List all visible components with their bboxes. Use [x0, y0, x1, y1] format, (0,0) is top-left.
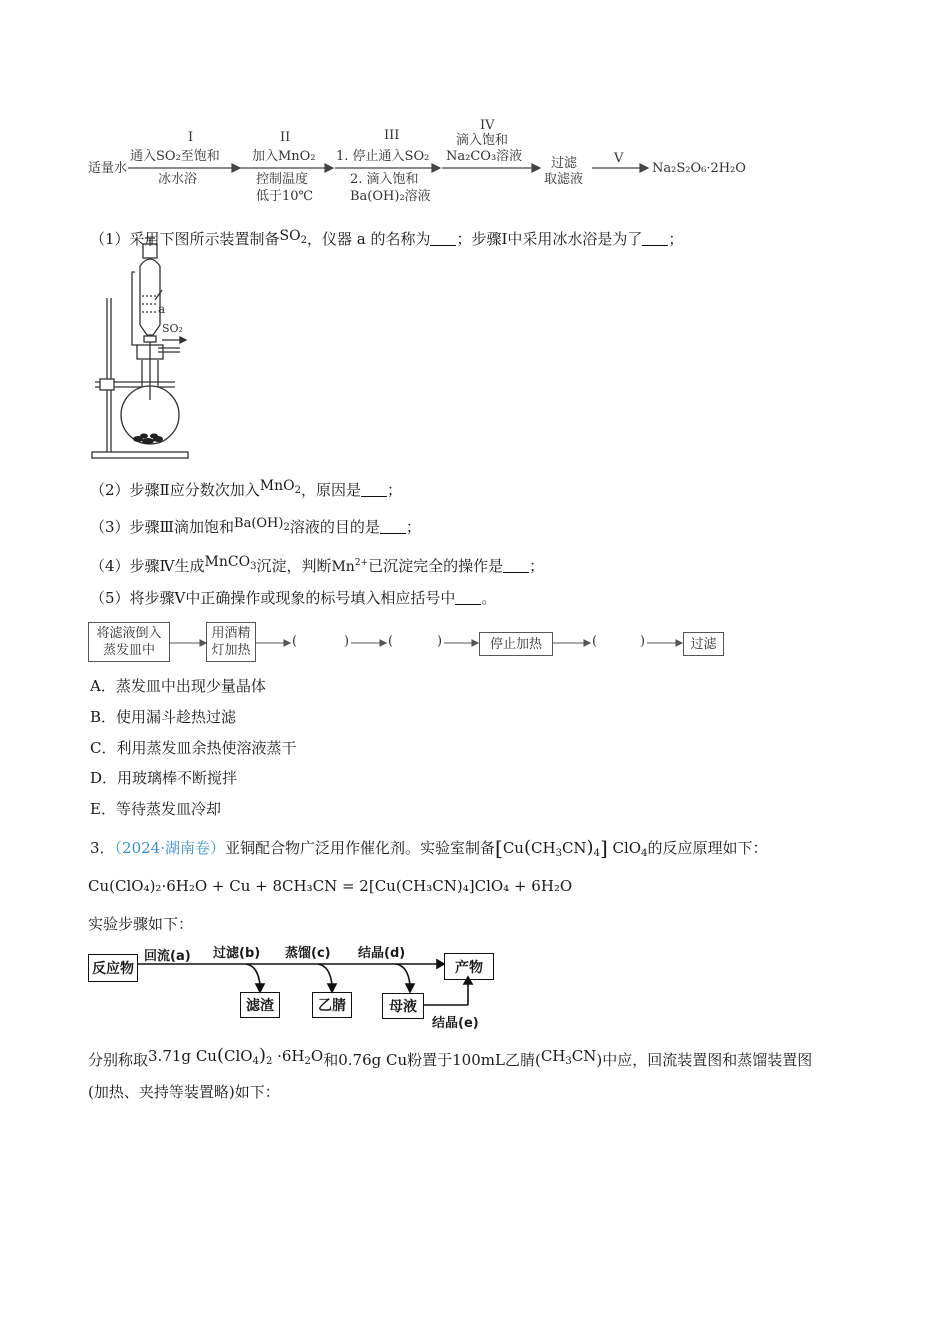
question-4: （4）步骤Ⅳ生成MnCO$_3$沉淀，判断$Mn^{2+}$已沉淀完全的操作是 ； — [90, 554, 545, 575]
question-1: （1）采用下图所示装置制备$SO_2$，仪器 a 的名称为 ；步骤Ⅰ中采用冰水浴是为了 ； — [90, 228, 684, 248]
option-c: C．利用蒸发皿余热使溶液蒸干 — [90, 739, 297, 757]
flow2-box-pour: 将滤液倒入 蒸发皿中 — [88, 622, 170, 662]
flow1-step2-below1: 控制温度 — [256, 172, 309, 187]
flow3-box-reactant: 反应物 — [88, 954, 138, 982]
flow2-paren-close: ) — [344, 634, 350, 649]
formula-so2: $SO_2$ — [279, 228, 307, 246]
flow1-step2-roman: II — [280, 130, 291, 145]
flow3-box-product: 产物 — [444, 953, 494, 980]
flow3-box-acetonitrile: 乙腈 — [312, 992, 352, 1018]
option-b: B．使用漏斗趁热过滤 — [90, 708, 237, 726]
flow3-box-mother-liquor: 母液 — [382, 993, 424, 1019]
flow1-mid-line2: 取滤液 — [544, 172, 584, 187]
final-paragraph-line1: 分别称取3.71g $Cu(ClO_4)_2 \cdot 6H_2O$和0.76g Cu粉置于100mL乙腈$(CH_3CN)$中应，回流装置图和蒸馏装置图 — [88, 1045, 813, 1069]
final-paragraph-line2: (加热、夹持等装置略)如下： — [88, 1083, 280, 1101]
source-tag[interactable]: （2024·湖南卷） — [114, 839, 225, 857]
flow3-label-distill: 蒸馏(c) — [285, 946, 331, 961]
flow2-box-heat: 用酒精 灯加热 — [206, 622, 256, 662]
flow1-step2-below2: 低于10℃ — [256, 189, 314, 204]
flow2-paren-open: ( — [592, 634, 598, 649]
flow2-paren-close: ) — [437, 634, 443, 649]
apparatus-label-so2: SO₂ — [162, 322, 183, 335]
formula-cu-clo4: $Cu(ClO_4)_2 \cdot 6H_2O$ — [195, 1045, 324, 1067]
flow3-box-residue: 滤渣 — [240, 992, 280, 1018]
flow3-label-reflux: 回流(a) — [144, 949, 191, 964]
question-3: （3）步骤Ⅲ滴加饱和$Ba(OH)_2$溶液的目的是 ； — [90, 516, 421, 536]
mass-2: 0.76g Cu — [338, 1051, 408, 1069]
flow1-step4-above1: 滴入饱和 — [456, 133, 509, 148]
flow2-paren-open: ( — [292, 634, 298, 649]
formula-ch3cn: $CH_3CN$ — [540, 1047, 597, 1067]
flow2-paren-open: ( — [388, 634, 394, 649]
volume: 100mL — [452, 1051, 505, 1069]
flow3-label-filter: 过滤(b) — [213, 946, 261, 961]
flow3-label-crystallize: 结晶(d) — [358, 946, 406, 961]
flow2-box-stop: 停止加热 — [479, 632, 553, 656]
formula-baoh2: $Ba(OH)_2$ — [234, 516, 290, 533]
option-a: A．蒸发皿中出现少量晶体 — [90, 677, 266, 695]
flow1-mid-line1: 过滤 — [551, 156, 578, 171]
option-e: E．等待蒸发皿冷却 — [90, 800, 221, 818]
reaction-equation: Cu(ClO₄)₂·6H₂O + Cu + 8CH₃CN = 2[Cu(CH₃CN)₄]ClO₄ + 6H₂O — [88, 877, 573, 895]
apparatus-label-a: a — [158, 302, 166, 316]
flow2-paren-close: ) — [640, 634, 646, 649]
flow1-step3-below2: Ba(OH)₂溶液 — [350, 189, 431, 204]
formula-mno2: MnO$_2$ — [259, 478, 301, 496]
flow1-end: Na₂S₂O₆·2H₂O — [652, 161, 746, 176]
flow1-step1-below: 冰水浴 — [158, 172, 198, 187]
flow1-step3-below1: 2. 滴入饱和 — [350, 172, 419, 187]
flow1-step3-roman: III — [384, 128, 400, 143]
flow1-step4-above2: Na₂CO₃溶液 — [446, 149, 523, 164]
flow1-step2-above: 加入MnO₂ — [252, 149, 316, 164]
question-3-main: 3．（2024·湖南卷）亚铜配合物广泛用作催化剂。实验室制备$[Cu(CH_3CN)_4]$ ClO$_4$的反应原理如下： — [90, 836, 768, 860]
flow1-step5-roman: V — [614, 151, 624, 166]
steps-title: 实验步骤如下： — [88, 915, 194, 933]
option-d: D．用玻璃棒不断搅拌 — [90, 769, 238, 787]
question-2: （2）步骤Ⅱ应分数次加入MnO$_2$，原因是 ； — [90, 478, 402, 499]
flow2-box-filter: 过滤 — [683, 632, 724, 656]
formula-mn2plus: $Mn^{2+}$ — [331, 558, 369, 575]
flow1-step1-roman: I — [188, 130, 194, 145]
flow3-label-crystallize-e: 结晶(e) — [432, 1016, 479, 1031]
flow1-step1-above: 通入SO₂至饱和 — [130, 149, 220, 164]
mass-1: 3.71g — [148, 1047, 192, 1065]
flow1-start: 适量水 — [88, 161, 128, 176]
flow1-step4-roman: IV — [480, 118, 495, 133]
formula-mnco3: MnCO$_3$ — [204, 554, 257, 572]
flow1-step3-above: 1. 停止通入SO₂ — [336, 149, 430, 164]
formula-complex: $[Cu(CH_3CN)_4]$ ClO$_4$ — [495, 836, 648, 860]
question-5: （5）将步骤Ⅴ中正确操作或现象的标号填入相应括号中 。 — [90, 589, 497, 607]
